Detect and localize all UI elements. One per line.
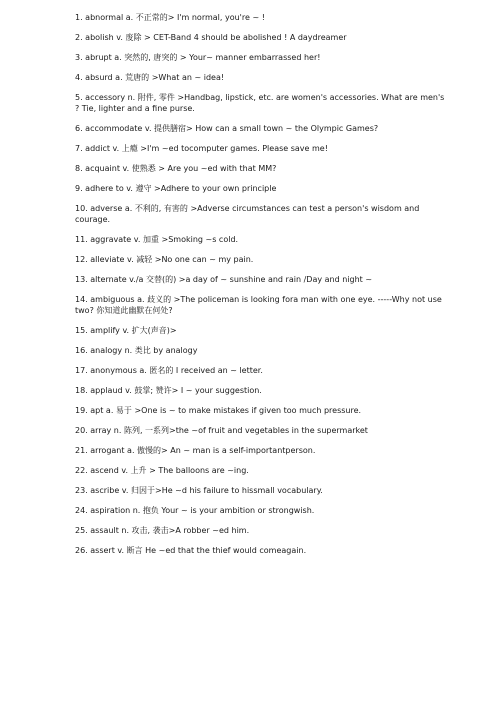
- vocab-entry: 24. aspiration n. 抱负 Your ~ is your ambition or strongwish.: [75, 506, 315, 515]
- vocab-entry: 18. applaud v. 鼓掌; 赞许> I ~ your suggestion.: [75, 386, 262, 395]
- vocab-entry: 7. addict v. 上瘾 >I'm ~ed tocomputer games. Please save me!: [75, 144, 328, 153]
- vocab-entry: 2. abolish v. 废除 > CET-Band 4 should be abolished ! A daydreamer: [75, 33, 347, 42]
- vocab-entry: 8. acquaint v. 使熟悉 > Are you ~ed with that MM?: [75, 164, 277, 173]
- vocab-entry: 5. accessory n. 附件, 零件 >Handbag, lipstick, etc. are women's accessories. What are men's ? Tie, lighter and a fine purse.: [75, 93, 445, 113]
- vocab-entry: 4. absurd a. 荒唐的 >What an ~ idea!: [75, 73, 225, 82]
- vocab-entry: 13. alternate v./a 交替(的) >a day of ~ sunshine and rain /Day and night ~: [75, 275, 373, 284]
- vocab-entry: 26. assert v. 断言 He ~ed that the thief would comeagain.: [75, 546, 307, 555]
- vocab-entry: 20. array n. 陈列, 一系列>the ~of fruit and vegetables in the supermarket: [75, 426, 368, 435]
- vocab-entry: 1. abnormal a. 不正常的> I'm normal, you're ~ !: [75, 13, 265, 22]
- vocab-entry: 23. ascribe v. 归因于>He ~d his failure to hissmall vocabulary.: [75, 486, 323, 495]
- vocab-entry: 22. ascend v. 上升 > The balloons are ~ing.: [75, 466, 249, 475]
- vocabulary-list: [75, 12, 447, 565]
- vocab-entry: 11. aggravate v. 加重 >Smoking ~s cold.: [75, 235, 239, 244]
- vocab-entry: 19. apt a. 易于 >One is ~ to make mistakes if given too much pressure.: [75, 406, 362, 415]
- vocab-entry: 12. alleviate v. 减轻 >No one can ~ my pain.: [75, 255, 254, 264]
- vocab-entry: 17. anonymous a. 匿名的 I received an ~ letter.: [75, 366, 263, 375]
- vocab-entry: 3. abrupt a. 突然的, 唐突的 > Your~ manner embarrassed her!: [75, 53, 321, 62]
- vocab-entry: 21. arrogant a. 傲慢的> An ~ man is a self-importantperson.: [75, 446, 316, 455]
- vocab-entry: 16. analogy n. 类比 by analogy: [75, 346, 198, 355]
- vocab-entry: 14. ambiguous a. 歧义的 >The policeman is looking fora man with one eye. -----Why not use two? 你知道此幽默在何处?: [75, 295, 442, 315]
- vocab-entry: 15. amplify v. 扩大(声音)>: [75, 326, 177, 335]
- vocab-entry: 9. adhere to v. 遵守 >Adhere to your own principle: [75, 184, 277, 193]
- vocab-entry: 6. accommodate v. 提供膳宿> How can a small town ~ the Olympic Games?: [75, 124, 379, 133]
- vocab-entry: 10. adverse a. 不利的, 有害的 >Adverse circumstances can test a person's wisdom and courage.: [75, 204, 420, 224]
- vocab-entry: 25. assault n. 攻击, 袭击>A robber ~ed him.: [75, 526, 250, 535]
